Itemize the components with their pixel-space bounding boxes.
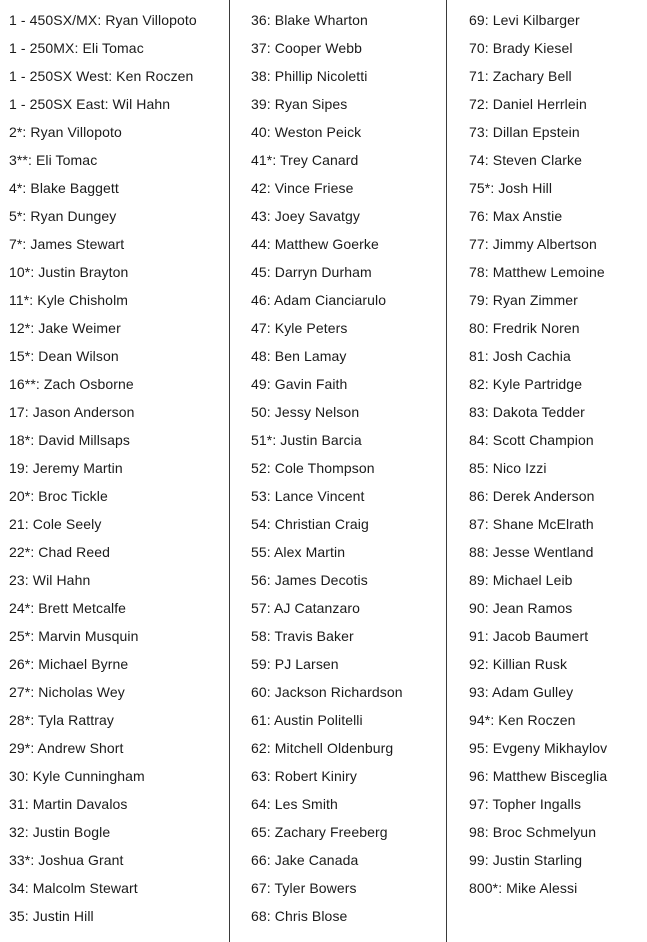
roster-entry: 19: Jeremy Martin [9,460,123,476]
roster-entry: 11*: Kyle Chisholm [9,292,129,308]
roster-entry: 83: Dakota Tedder [469,404,585,420]
roster-entry: 82: Kyle Partridge [469,376,583,392]
roster-entry: 76: Max Anstie [469,208,563,224]
roster-entry: 79: Ryan Zimmer [469,292,578,308]
roster-entry: 43: Joey Savatgy [251,208,360,224]
roster-entry: 58: Travis Baker [251,628,354,644]
roster-entry: 50: Jessy Nelson [251,404,360,420]
roster-entry: 5*: Ryan Dungey [9,208,117,224]
roster-entry: 37: Cooper Webb [251,40,362,56]
roster-entry: 3**: Eli Tomac [9,152,98,168]
roster-entry: 55: Alex Martin [251,544,346,560]
roster-entry: 60: Jackson Richardson [251,684,403,700]
roster-entry: 1 - 250MX: Eli Tomac [9,40,144,56]
roster-entry: 64: Les Smith [251,796,338,812]
roster-entry: 4*: Blake Baggett [9,180,119,196]
roster-list-3 [469,0,647,902]
roster-entry: 33*: Joshua Grant [9,852,124,868]
roster-entry: 35: Justin Hill [9,908,94,924]
roster-entry: 99: Justin Starling [469,852,583,868]
roster-entry: 93: Adam Gulley [469,684,574,700]
roster-entry: 86: Derek Anderson [469,488,595,504]
roster-entry: 20*: Broc Tickle [9,488,108,504]
roster-entry: 96: Matthew Bisceglia [469,768,608,784]
roster-entry: 56: James Decotis [251,572,368,588]
roster-entry: 52: Cole Thompson [251,460,375,476]
roster-entry: 30: Kyle Cunningham [9,768,145,784]
roster-entry: 29*: Andrew Short [9,740,124,756]
roster-entry: 48: Ben Lamay [251,348,347,364]
roster-entry: 40: Weston Peick [251,124,362,140]
roster-entry: 77: Jimmy Albertson [469,236,597,252]
roster-entry: 92: Killian Rusk [469,656,568,672]
roster-column-2 [229,0,446,942]
roster-entry: 74: Steven Clarke [469,152,582,168]
roster-entry: 84: Scott Champion [469,432,594,448]
roster-entry: 31: Martin Davalos [9,796,128,812]
roster-entry: 39: Ryan Sipes [251,96,348,112]
roster-entry: 23: Wil Hahn [9,572,91,588]
roster-entry: 36: Blake Wharton [251,12,368,28]
roster-entry: 1 - 250SX West: Ken Roczen [9,68,194,84]
roster-entry: 16**: Zach Osborne [9,376,134,392]
roster-entry: 1 - 450SX/MX: Ryan Villopoto [9,12,197,28]
roster-entry: 62: Mitchell Oldenburg [251,740,394,756]
roster-entry: 51*: Justin Barcia [251,432,362,448]
roster-entry: 800*: Mike Alessi [469,880,578,896]
roster-list-2 [251,0,446,930]
roster-entry: 10*: Justin Brayton [9,264,129,280]
roster-entry: 15*: Dean Wilson [9,348,119,364]
roster-entry: 63: Robert Kiniry [251,768,357,784]
roster-entry: 70: Brady Kiesel [469,40,573,56]
roster-entry: 94*: Ken Roczen [469,712,576,728]
roster-entry: 34: Malcolm Stewart [9,880,138,896]
roster-entry: 87: Shane McElrath [469,516,594,532]
roster-column-1 [0,0,229,942]
roster-entry: 78: Matthew Lemoine [469,264,605,280]
roster-entry: 69: Levi Kilbarger [469,12,580,28]
roster-column-3 [446,0,647,942]
roster-entry: 46: Adam Cianciarulo [251,292,387,308]
roster-entry: 41*: Trey Canard [251,152,359,168]
roster-entry: 98: Broc Schmelyun [469,824,597,840]
roster-entry: 25*: Marvin Musquin [9,628,139,644]
roster-entry: 67: Tyler Bowers [251,880,357,896]
roster-entry: 75*: Josh Hill [469,180,553,196]
roster-entry: 45: Darryn Durham [251,264,372,280]
roster-entry: 7*: James Stewart [9,236,125,252]
roster-entry: 27*: Nicholas Wey [9,684,125,700]
roster-list-1 [9,0,229,930]
roster-entry: 91: Jacob Baumert [469,628,589,644]
roster-entry: 81: Josh Cachia [469,348,571,364]
roster-entry: 54: Christian Craig [251,516,369,532]
roster-entry: 42: Vince Friese [251,180,354,196]
roster-entry: 85: Nico Izzi [469,460,547,476]
roster-entry: 21: Cole Seely [9,516,102,532]
roster-entry: 18*: David Millsaps [9,432,130,448]
roster-entry: 72: Daniel Herrlein [469,96,587,112]
roster-entry: 53: Lance Vincent [251,488,365,504]
roster-entry: 32: Justin Bogle [9,824,111,840]
roster-entry: 89: Michael Leib [469,572,573,588]
roster-entry: 65: Zachary Freeberg [251,824,388,840]
roster-entry: 24*: Brett Metcalfe [9,600,127,616]
roster-entry: 12*: Jake Weimer [9,320,121,336]
roster-entry: 22*: Chad Reed [9,544,111,560]
roster-entry: 61: Austin Politelli [251,712,363,728]
roster-entry: 1 - 250SX East: Wil Hahn [9,96,171,112]
roster-entry: 2*: Ryan Villopoto [9,124,122,140]
roster-entry: 44: Matthew Goerke [251,236,379,252]
roster-entry: 97: Topher Ingalls [469,796,582,812]
roster-entry: 59: PJ Larsen [251,656,339,672]
roster-entry: 28*: Tyla Rattray [9,712,114,728]
roster-entry: 90: Jean Ramos [469,600,573,616]
roster-entry: 26*: Michael Byrne [9,656,129,672]
roster-entry: 17: Jason Anderson [9,404,135,420]
roster-entry: 88: Jesse Wentland [469,544,594,560]
roster-entry: 38: Phillip Nicoletti [251,68,368,84]
roster-entry: 68: Chris Blose [251,908,348,924]
roster-entry: 66: Jake Canada [251,852,359,868]
roster-entry: 47: Kyle Peters [251,320,348,336]
roster-entry: 73: Dillan Epstein [469,124,580,140]
roster-entry: 95: Evgeny Mikhaylov [469,740,608,756]
roster-entry: 57: AJ Catanzaro [251,600,360,616]
roster-entry: 80: Fredrik Noren [469,320,580,336]
roster-entry: 71: Zachary Bell [469,68,572,84]
roster-entry: 49: Gavin Faith [251,376,348,392]
